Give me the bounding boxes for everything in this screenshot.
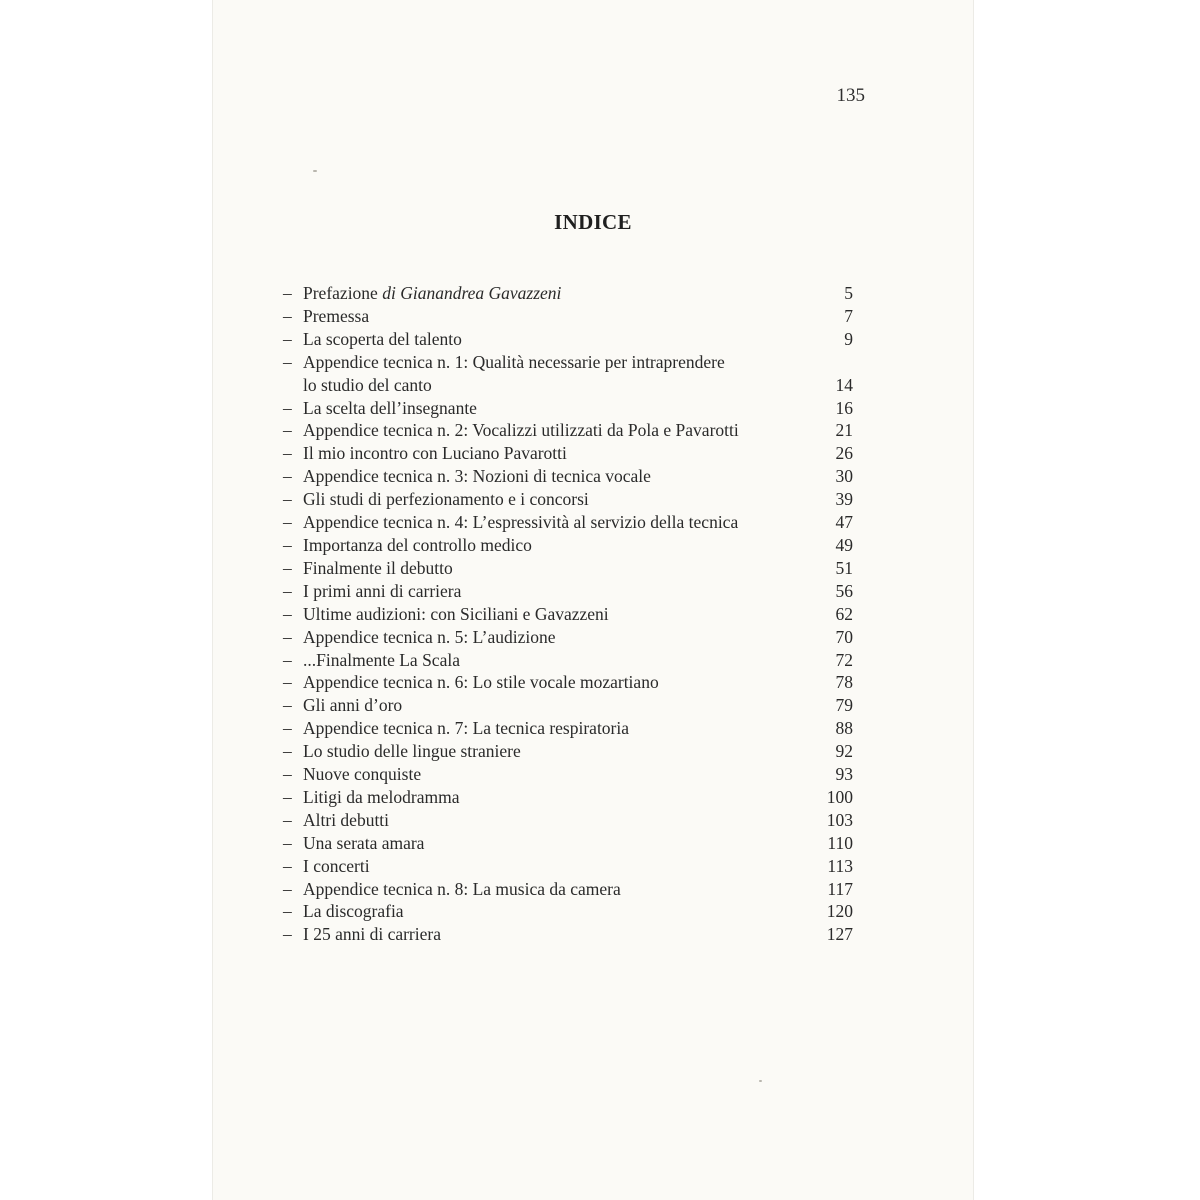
toc-entry-title [303, 855, 853, 878]
toc-entry-title-text: Appendice tecnica n. 8: La musica da camera [303, 878, 621, 899]
toc-entry-page-number: 5 [844, 283, 853, 303]
toc-entry-dash: – [283, 557, 292, 578]
toc-entry-title-line [303, 694, 807, 717]
toc-entry-title [303, 580, 853, 603]
toc-entry-title-text: I primi anni di carriera [303, 580, 462, 601]
toc-entry-page-number: 100 [826, 786, 853, 807]
toc-entry [283, 832, 853, 855]
toc-entry-title [303, 626, 853, 649]
toc-entry-dash: – [283, 718, 292, 739]
toc-entry-title-text: Finalmente il debutto [303, 557, 453, 578]
toc-entry-page-number: 93 [835, 764, 853, 785]
toc-entry-page-number: 56 [835, 580, 853, 601]
toc-entry-title-text: I 25 anni di carriera [303, 924, 441, 945]
toc-entry-title-line [303, 786, 807, 809]
toc-entry-page-number: 103 [826, 809, 853, 830]
toc-entry-title-text: La scoperta del talento [303, 328, 462, 349]
toc-entry [283, 923, 853, 946]
toc-entry-title-text: La scelta dell’insegnante [303, 397, 477, 418]
toc-entry-title [303, 465, 853, 488]
toc-entry-title-line [303, 923, 807, 946]
toc-entry-dash: – [283, 626, 292, 647]
toc-entry-title-text: Appendice tecnica n. 7: La tecnica respiratoria [303, 718, 630, 739]
toc-entry-title-text: Prefazione [303, 283, 383, 303]
toc-entry-title [303, 419, 853, 442]
toc-entry-title-text: Una serata amara [303, 832, 425, 853]
table-of-contents [283, 282, 853, 946]
toc-entry-dash: – [283, 809, 292, 830]
toc-entry-title-text: Altri debutti [303, 809, 390, 830]
toc-entry-title-text: Nuove conquiste [303, 764, 422, 785]
toc-entry-title-text: La discografia [303, 901, 404, 922]
toc-entry-title-line [303, 809, 807, 832]
toc-entry [283, 351, 853, 397]
toc-entry-title [303, 351, 853, 397]
toc-entry-title-line [303, 557, 807, 580]
toc-entry-title-text: Il mio incontro con Luciano Pavarotti [303, 443, 567, 464]
toc-entry [283, 694, 853, 717]
toc-entry-page-number: 117 [827, 878, 853, 899]
toc-entry-title [303, 442, 853, 465]
toc-entry [283, 511, 853, 534]
toc-entry-dash: – [283, 649, 292, 670]
toc-entry-title-line [303, 465, 807, 488]
toc-entry-title-text: Premessa [303, 305, 370, 326]
toc-entry [283, 855, 853, 878]
toc-entry-dash: – [283, 283, 292, 303]
toc-entry-page-number: 14 [835, 374, 853, 395]
toc-entry-title-line [303, 442, 807, 465]
toc-entry-title-line [303, 717, 807, 740]
toc-entry-page-number: 30 [835, 466, 853, 487]
toc-entry [283, 397, 853, 420]
toc-entry-page-number: 113 [827, 855, 853, 876]
toc-entry-title-line [303, 511, 807, 534]
toc-entry [283, 763, 853, 786]
toc-entry-title-line [303, 397, 807, 420]
toc-entry-title-text: Gli studi di perfezionamento e i concorsi [303, 489, 589, 510]
toc-entry [283, 740, 853, 763]
toc-entry-dash: – [283, 901, 292, 922]
toc-entry-page-number: 92 [835, 741, 853, 762]
toc-entry-title-text: ...Finalmente La Scala [303, 649, 460, 670]
toc-entry-title-line [303, 900, 807, 923]
toc-entry-title-text: Appendice tecnica n. 5: L’audizione [303, 626, 556, 647]
toc-entry-title [303, 717, 853, 740]
toc-entry-dash: – [283, 512, 292, 533]
toc-entry [283, 878, 853, 901]
toc-entry-title [303, 397, 853, 420]
toc-entry-title-text: Ultime audizioni: con Siciliani e Gavazzeni [303, 603, 609, 624]
toc-entry [283, 442, 853, 465]
toc-entry-title [303, 305, 853, 328]
toc-entry-dash: – [283, 351, 292, 372]
toc-entry-title [303, 740, 853, 763]
toc-entry-title [303, 763, 853, 786]
paper-speck [759, 1080, 762, 1082]
toc-entry-dash: – [283, 489, 292, 510]
toc-entry-dash: – [283, 832, 292, 853]
toc-entry-title-text: Lo studio delle lingue straniere [303, 741, 521, 762]
toc-entry-title [303, 282, 853, 305]
toc-entry-dash: – [283, 855, 292, 876]
toc-entry-title-line [303, 878, 807, 901]
toc-entry-title-text: Appendice tecnica n. 4: L’espressività al servizio della tecnica [303, 512, 739, 533]
toc-entry-title-line [303, 305, 807, 328]
toc-entry-dash: – [283, 741, 292, 762]
toc-entry-title [303, 328, 853, 351]
toc-entry [283, 534, 853, 557]
toc-entry [283, 419, 853, 442]
toc-entry-page-number: 51 [835, 557, 853, 578]
toc-entry-dash: – [283, 672, 292, 693]
toc-entry-title [303, 488, 853, 511]
toc-entry-page-number: 7 [844, 305, 853, 326]
toc-entry [283, 649, 853, 672]
toc-entry-title [303, 809, 853, 832]
toc-entry-dash: – [283, 764, 292, 785]
toc-entry-title-text: Importanza del controllo medico [303, 534, 532, 555]
toc-entry-title-text: Appendice tecnica n. 3: Nozioni di tecnica vocale [303, 466, 651, 487]
toc-entry-dash: – [283, 305, 292, 326]
toc-entry-dash: – [283, 420, 292, 441]
toc-entry-title-line [303, 328, 807, 351]
toc-entry [283, 626, 853, 649]
toc-entry-page-number: 127 [826, 924, 853, 945]
toc-entry-page-number: 62 [835, 603, 853, 624]
toc-entry-page-number: 70 [835, 626, 853, 647]
toc-entry-page-number: 120 [826, 901, 853, 922]
toc-entry [283, 603, 853, 626]
toc-entry-page-number: 79 [835, 695, 853, 716]
toc-entry-title-line [303, 763, 807, 786]
toc-entry-title-line [303, 282, 807, 305]
toc-entry-dash: – [283, 878, 292, 899]
toc-entry-author: di Gianandrea Gavazzeni [382, 283, 562, 303]
toc-entry [283, 488, 853, 511]
toc-entry-title [303, 671, 853, 694]
toc-entry-title-line [303, 855, 807, 878]
toc-entry-page-number: 49 [835, 534, 853, 555]
toc-entry-title [303, 694, 853, 717]
toc-entry-dash: – [283, 397, 292, 418]
toc-entry-title-line [303, 740, 807, 763]
toc-entry-title [303, 786, 853, 809]
toc-entry [283, 809, 853, 832]
toc-entry [283, 580, 853, 603]
book-page [213, 0, 973, 1200]
toc-entry-page-number: 72 [835, 649, 853, 670]
toc-entry-title [303, 511, 853, 534]
toc-entry-dash: – [283, 328, 292, 349]
toc-entry-title-text: Appendice tecnica n. 2: Vocalizzi utilizzati da Pola e Pavarotti [303, 420, 739, 441]
toc-entry-page-number: 88 [835, 718, 853, 739]
toc-entry-page-number: 9 [844, 328, 853, 349]
toc-entry-title-text: Appendice tecnica n. 6: Lo stile vocale mozartiano [303, 672, 659, 693]
toc-entry [283, 328, 853, 351]
toc-entry-title-line [303, 488, 807, 511]
toc-entry-page-number: 78 [835, 672, 853, 693]
toc-entry-title-line [303, 671, 807, 694]
paper-speck [313, 170, 317, 172]
toc-entry-dash: – [283, 534, 292, 555]
toc-entry-page-number: 47 [835, 512, 853, 533]
toc-entry [283, 557, 853, 580]
toc-entry-title [303, 557, 853, 580]
toc-entry [283, 786, 853, 809]
toc-entry-title [303, 534, 853, 557]
toc-entry-title [303, 603, 853, 626]
toc-entry-title-text: Appendice tecnica n. 1: Qualità necessarie per intraprendere [303, 351, 725, 372]
toc-entry-title-text: Gli anni d’oro [303, 695, 403, 716]
toc-entry-dash: – [283, 443, 292, 464]
toc-entry-title-text: I concerti [303, 855, 370, 876]
toc-entry-title [303, 649, 853, 672]
toc-entry-dash: – [283, 580, 292, 601]
toc-entry-dash: – [283, 786, 292, 807]
toc-entry [283, 717, 853, 740]
toc-entry-title-line [303, 419, 807, 442]
toc-entry-page-number: 16 [835, 397, 853, 418]
toc-entry-title-line [303, 534, 807, 557]
toc-entry-title [303, 878, 853, 901]
toc-entry-title-line [303, 603, 807, 626]
toc-entry-title-line [303, 649, 807, 672]
toc-entry [283, 671, 853, 694]
toc-entry [283, 305, 853, 328]
toc-entry-page-number: 21 [835, 420, 853, 441]
toc-entry-title-line [303, 351, 807, 374]
toc-entry-dash: – [283, 924, 292, 945]
toc-entry-dash: – [283, 695, 292, 716]
toc-entry-title-text: Litigi da melodramma [303, 786, 460, 807]
toc-entry-title-line [303, 832, 807, 855]
toc-entry [283, 282, 853, 305]
toc-entry [283, 900, 853, 923]
page-number: 135 [836, 85, 865, 106]
toc-entry-page-number: 110 [827, 832, 853, 853]
toc-entry-title [303, 900, 853, 923]
toc-entry-title-line [303, 580, 807, 603]
toc-entry-dash: – [283, 466, 292, 487]
toc-entry-title [303, 832, 853, 855]
toc-entry-title-continuation: lo studio del canto [303, 374, 432, 395]
toc-entry-title-line [303, 626, 807, 649]
toc-entry [283, 465, 853, 488]
toc-entry-page-number: 39 [835, 489, 853, 510]
toc-entry-page-number: 26 [835, 443, 853, 464]
index-title: INDICE [554, 210, 632, 234]
toc-entry-dash: – [283, 603, 292, 624]
toc-entry-title [303, 923, 853, 946]
